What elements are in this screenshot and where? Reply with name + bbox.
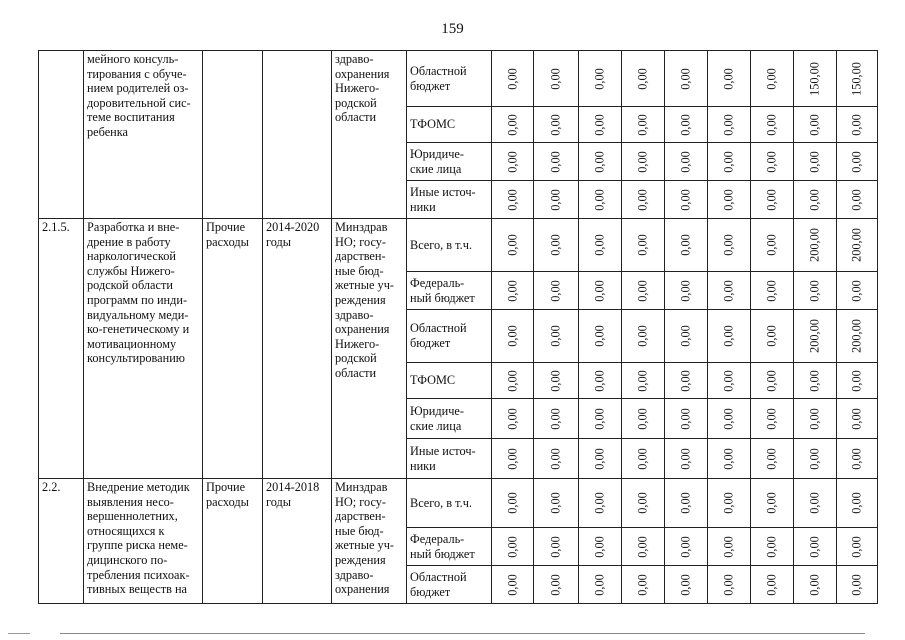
amount-value: 0,00 (764, 407, 779, 430)
amount-cell (708, 363, 751, 399)
item-code: 2.1.5. (39, 219, 84, 479)
amount-value: 0,00 (721, 279, 736, 302)
amount-cell (665, 528, 708, 566)
amount-cell (751, 399, 794, 439)
amount-cell (492, 107, 534, 143)
funding-source: Областной бюджет (407, 566, 492, 604)
amount-cell (579, 439, 622, 479)
amount-cell (794, 310, 837, 363)
amount-cell (622, 310, 665, 363)
amount-value: 0,00 (505, 150, 519, 173)
amount-cell (794, 439, 837, 479)
amount-value: 0,00 (678, 535, 693, 558)
amount-value: 0,00 (548, 150, 563, 173)
amount-cell (751, 310, 794, 363)
amount-cell (534, 439, 579, 479)
amount-cell (492, 528, 534, 566)
amount-value: 0,00 (721, 407, 736, 430)
funding-source: ТФОМС (407, 363, 492, 399)
amount-value: 0,00 (678, 150, 693, 173)
amount-cell (708, 479, 751, 528)
amount-value: 0,00 (807, 447, 822, 470)
expense-type: Прочие расходы (203, 479, 263, 604)
amount-value: 0,00 (678, 447, 693, 470)
amount-value: 0,00 (764, 67, 779, 90)
amount-cell (622, 51, 665, 107)
funding-source: Иные источ- ники (407, 181, 492, 219)
amount-value: 0,00 (678, 325, 693, 347)
amount-value: 0,00 (764, 573, 779, 596)
amount-cell (794, 399, 837, 439)
amount-cell (579, 310, 622, 363)
amount-cell (751, 219, 794, 272)
amount-cell (665, 51, 708, 107)
amount-cell (579, 143, 622, 181)
amount-cell (492, 310, 534, 363)
amount-cell (534, 310, 579, 363)
amount-cell (751, 181, 794, 219)
funding-source: Юридиче- ские лица (407, 399, 492, 439)
amount-value: 0,00 (849, 113, 864, 136)
amount-value: 0,00 (548, 535, 563, 558)
amount-cell (794, 143, 837, 181)
amount-value: 200,00 (807, 319, 822, 353)
amount-cell (837, 363, 878, 399)
amount-value: 0,00 (635, 150, 650, 173)
amount-cell (622, 181, 665, 219)
amount-value: 200,00 (849, 228, 864, 262)
implementation-period: 2014-2018 годы (263, 479, 332, 604)
amount-cell (622, 528, 665, 566)
amount-value: 0,00 (807, 150, 822, 173)
amount-cell (534, 219, 579, 272)
amount-value: 0,00 (548, 234, 563, 256)
amount-cell (751, 143, 794, 181)
amount-value: 0,00 (548, 188, 563, 211)
amount-cell (794, 181, 837, 219)
funding-source: Юридиче- ские лица (407, 143, 492, 181)
amount-cell (837, 107, 878, 143)
amount-cell (665, 272, 708, 310)
amount-cell (622, 479, 665, 528)
amount-value: 0,00 (764, 279, 779, 302)
funding-source: Областной бюджет (407, 310, 492, 363)
amount-value: 0,00 (635, 369, 650, 392)
amount-cell (492, 566, 534, 604)
implementation-period: 2014-2020 годы (263, 219, 332, 479)
amount-value: 0,00 (678, 67, 693, 90)
amount-value: 0,00 (592, 369, 607, 392)
table-row (39, 479, 878, 528)
amount-value: 0,00 (548, 67, 563, 90)
amount-cell (579, 107, 622, 143)
funding-source: Федераль- ный бюджет (407, 272, 492, 310)
amount-cell (492, 363, 534, 399)
amount-value: 0,00 (505, 573, 519, 596)
amount-value: 0,00 (764, 447, 779, 470)
amount-cell (579, 181, 622, 219)
page-number: 159 (441, 21, 464, 37)
amount-cell (492, 479, 534, 528)
amount-cell (794, 363, 837, 399)
funding-source: Всего, в т.ч. (407, 479, 492, 528)
amount-value: 0,00 (505, 67, 519, 90)
funding-source: Федераль- ный бюджет (407, 528, 492, 566)
amount-value: 0,00 (635, 188, 650, 211)
amount-cell (837, 272, 878, 310)
amount-value: 0,00 (592, 188, 607, 211)
amount-value: 0,00 (592, 535, 607, 558)
amount-value: 0,00 (505, 234, 519, 256)
amount-value: 0,00 (505, 113, 519, 136)
amount-cell (837, 143, 878, 181)
amount-cell (579, 566, 622, 604)
implementation-period (263, 51, 332, 219)
amount-value: 0,00 (548, 325, 563, 347)
item-name: мейного консуль- тирования с обуче- нием родителей оз- доровительной сис- теме воспитания ребенка (84, 51, 203, 219)
amount-cell (622, 439, 665, 479)
amount-value: 0,00 (592, 407, 607, 430)
amount-value: 0,00 (849, 573, 864, 596)
amount-value: 0,00 (849, 492, 864, 514)
amount-cell (534, 272, 579, 310)
amount-value: 0,00 (807, 535, 822, 558)
amount-cell (534, 51, 579, 107)
amount-value: 200,00 (807, 228, 822, 262)
amount-cell (751, 439, 794, 479)
amount-cell (665, 181, 708, 219)
amount-cell (665, 439, 708, 479)
amount-value: 0,00 (678, 113, 693, 136)
amount-value: 0,00 (635, 407, 650, 430)
amount-value: 0,00 (678, 407, 693, 430)
amount-cell (794, 566, 837, 604)
amount-value: 150,00 (807, 61, 822, 96)
amount-cell (665, 363, 708, 399)
amount-value: 0,00 (849, 447, 864, 470)
expense-type (203, 51, 263, 219)
amount-cell (665, 107, 708, 143)
amount-cell (708, 566, 751, 604)
amount-cell (837, 439, 878, 479)
amount-cell (794, 479, 837, 528)
amount-value: 0,00 (635, 325, 650, 347)
amount-cell (492, 143, 534, 181)
amount-cell (837, 399, 878, 439)
amount-value: 150,00 (849, 61, 864, 96)
table-row (39, 219, 878, 272)
amount-value: 0,00 (721, 113, 736, 136)
amount-cell (534, 399, 579, 439)
amount-value: 0,00 (635, 573, 650, 596)
amount-value: 0,00 (721, 535, 736, 558)
executor: здраво- охранения Нижего- родской области (332, 51, 407, 219)
amount-value: 0,00 (678, 279, 693, 302)
amount-cell (837, 566, 878, 604)
amount-value: 0,00 (678, 188, 693, 211)
amount-cell (579, 479, 622, 528)
amount-value: 0,00 (721, 325, 736, 347)
amount-value: 0,00 (807, 113, 822, 136)
amount-value: 0,00 (678, 234, 693, 256)
amount-cell (534, 528, 579, 566)
amount-value: 0,00 (849, 279, 864, 302)
amount-cell (665, 399, 708, 439)
amount-value: 0,00 (764, 150, 779, 173)
amount-cell (492, 51, 534, 107)
amount-value: 0,00 (592, 150, 607, 173)
funding-source: Областной бюджет (407, 51, 492, 107)
amount-cell (794, 272, 837, 310)
amount-value: 0,00 (592, 447, 607, 470)
amount-cell (708, 310, 751, 363)
amount-cell (794, 219, 837, 272)
amount-value: 0,00 (505, 325, 519, 347)
funding-source: ТФОМС (407, 107, 492, 143)
amount-value: 0,00 (548, 407, 563, 430)
amount-value: 0,00 (721, 234, 736, 256)
amount-cell (837, 528, 878, 566)
amount-value: 0,00 (548, 369, 563, 392)
amount-cell (579, 51, 622, 107)
amount-value: 0,00 (505, 188, 519, 211)
amount-value: 0,00 (505, 447, 519, 470)
amount-cell (579, 219, 622, 272)
amount-value: 0,00 (764, 188, 779, 211)
expense-type: Прочие расходы (203, 219, 263, 479)
amount-value: 0,00 (592, 279, 607, 302)
amount-cell (622, 363, 665, 399)
amount-value: 0,00 (721, 188, 736, 211)
amount-value: 0,00 (635, 67, 650, 90)
amount-cell (492, 399, 534, 439)
amount-cell (665, 219, 708, 272)
amount-value: 200,00 (849, 319, 864, 353)
amount-value: 0,00 (807, 279, 822, 302)
amount-value: 0,00 (764, 234, 779, 256)
amount-cell (708, 399, 751, 439)
item-code: 2.2. (39, 479, 84, 604)
amount-cell (837, 51, 878, 107)
table-row (39, 51, 878, 107)
amount-value: 0,00 (807, 188, 822, 211)
amount-value: 0,00 (592, 113, 607, 136)
amount-cell (492, 181, 534, 219)
amount-cell (751, 51, 794, 107)
amount-cell (665, 143, 708, 181)
amount-cell (579, 363, 622, 399)
item-name: Разработка и вне- дрение в работу наркологической службы Нижего- родской области программ по инди- видуальному меди- ко-генетическому и мотивационному консультированию (84, 219, 203, 479)
amount-cell (751, 363, 794, 399)
amount-value: 0,00 (807, 369, 822, 392)
amount-value: 0,00 (721, 573, 736, 596)
amount-cell (665, 566, 708, 604)
executor: Минздрав НО; госу- дарствен- ные бюд- жетные уч- реждения здраво- охранения (332, 479, 407, 604)
amount-cell (622, 219, 665, 272)
amount-cell (579, 272, 622, 310)
amount-cell (708, 272, 751, 310)
program-funding-table (38, 50, 878, 604)
amount-value: 0,00 (592, 325, 607, 347)
amount-value: 0,00 (548, 492, 563, 514)
amount-value: 0,00 (635, 234, 650, 256)
amount-cell (751, 479, 794, 528)
amount-value: 0,00 (592, 492, 607, 514)
amount-cell (837, 479, 878, 528)
amount-value: 0,00 (548, 279, 563, 302)
amount-cell (492, 219, 534, 272)
amount-value: 0,00 (849, 369, 864, 392)
amount-value: 0,00 (764, 325, 779, 347)
amount-cell (665, 479, 708, 528)
funding-source: Иные источ- ники (407, 439, 492, 479)
amount-value: 0,00 (592, 573, 607, 596)
amount-cell (622, 272, 665, 310)
amount-cell (622, 107, 665, 143)
amount-value: 0,00 (678, 573, 693, 596)
amount-cell (751, 107, 794, 143)
amount-value: 0,00 (849, 535, 864, 558)
amount-value: 0,00 (635, 113, 650, 136)
amount-value: 0,00 (592, 234, 607, 256)
amount-value: 0,00 (635, 447, 650, 470)
footer-mark (8, 633, 30, 634)
amount-cell (534, 479, 579, 528)
amount-cell (708, 51, 751, 107)
amount-value: 0,00 (635, 279, 650, 302)
amount-cell (579, 399, 622, 439)
amount-value: 0,00 (849, 407, 864, 430)
amount-cell (708, 181, 751, 219)
amount-cell (492, 439, 534, 479)
amount-cell (751, 272, 794, 310)
amount-value: 0,00 (721, 150, 736, 173)
amount-value: 0,00 (505, 279, 519, 302)
amount-cell (837, 181, 878, 219)
amount-cell (708, 439, 751, 479)
amount-value: 0,00 (721, 67, 736, 90)
amount-value: 0,00 (635, 535, 650, 558)
amount-value: 0,00 (678, 492, 693, 514)
amount-value: 0,00 (505, 492, 519, 514)
amount-cell (708, 107, 751, 143)
item-code (39, 51, 84, 219)
amount-cell (794, 51, 837, 107)
table-body (39, 51, 878, 604)
amount-value: 0,00 (548, 447, 563, 470)
item-name: Внедрение методик выявления несо- вершеннолетних, относящихся к группе риска неме- дицинского по- требления психоак- тивных веществ на (84, 479, 203, 604)
amount-cell (794, 528, 837, 566)
amount-value: 0,00 (807, 573, 822, 596)
amount-cell (534, 181, 579, 219)
amount-value: 0,00 (807, 492, 822, 514)
amount-value: 0,00 (721, 447, 736, 470)
amount-value: 0,00 (505, 535, 519, 558)
amount-cell (492, 272, 534, 310)
amount-value: 0,00 (592, 67, 607, 90)
amount-value: 0,00 (548, 573, 563, 596)
amount-cell (534, 107, 579, 143)
amount-cell (534, 363, 579, 399)
amount-value: 0,00 (764, 492, 779, 514)
amount-value: 0,00 (849, 188, 864, 211)
executor: Минздрав НО; госу- дарствен- ные бюд- жетные уч- реждения здраво- охранения Нижего- родской области (332, 219, 407, 479)
amount-value: 0,00 (548, 113, 563, 136)
amount-cell (708, 219, 751, 272)
amount-value: 0,00 (849, 150, 864, 173)
funding-source: Всего, в т.ч. (407, 219, 492, 272)
amount-cell (534, 566, 579, 604)
amount-value: 0,00 (505, 407, 519, 430)
amount-value: 0,00 (764, 369, 779, 392)
amount-cell (665, 310, 708, 363)
amount-cell (622, 143, 665, 181)
amount-value: 0,00 (807, 407, 822, 430)
amount-cell (534, 143, 579, 181)
amount-cell (751, 566, 794, 604)
amount-cell (579, 528, 622, 566)
amount-value: 0,00 (764, 535, 779, 558)
footer-line (60, 633, 865, 634)
amount-cell (751, 528, 794, 566)
amount-cell (708, 528, 751, 566)
amount-value: 0,00 (764, 113, 779, 136)
amount-cell (837, 219, 878, 272)
amount-cell (837, 310, 878, 363)
amount-value: 0,00 (505, 369, 519, 392)
amount-value: 0,00 (678, 369, 693, 392)
amount-cell (794, 107, 837, 143)
amount-cell (708, 143, 751, 181)
amount-cell (622, 399, 665, 439)
amount-cell (622, 566, 665, 604)
amount-value: 0,00 (721, 492, 736, 514)
amount-value: 0,00 (721, 369, 736, 392)
amount-value: 0,00 (635, 492, 650, 514)
